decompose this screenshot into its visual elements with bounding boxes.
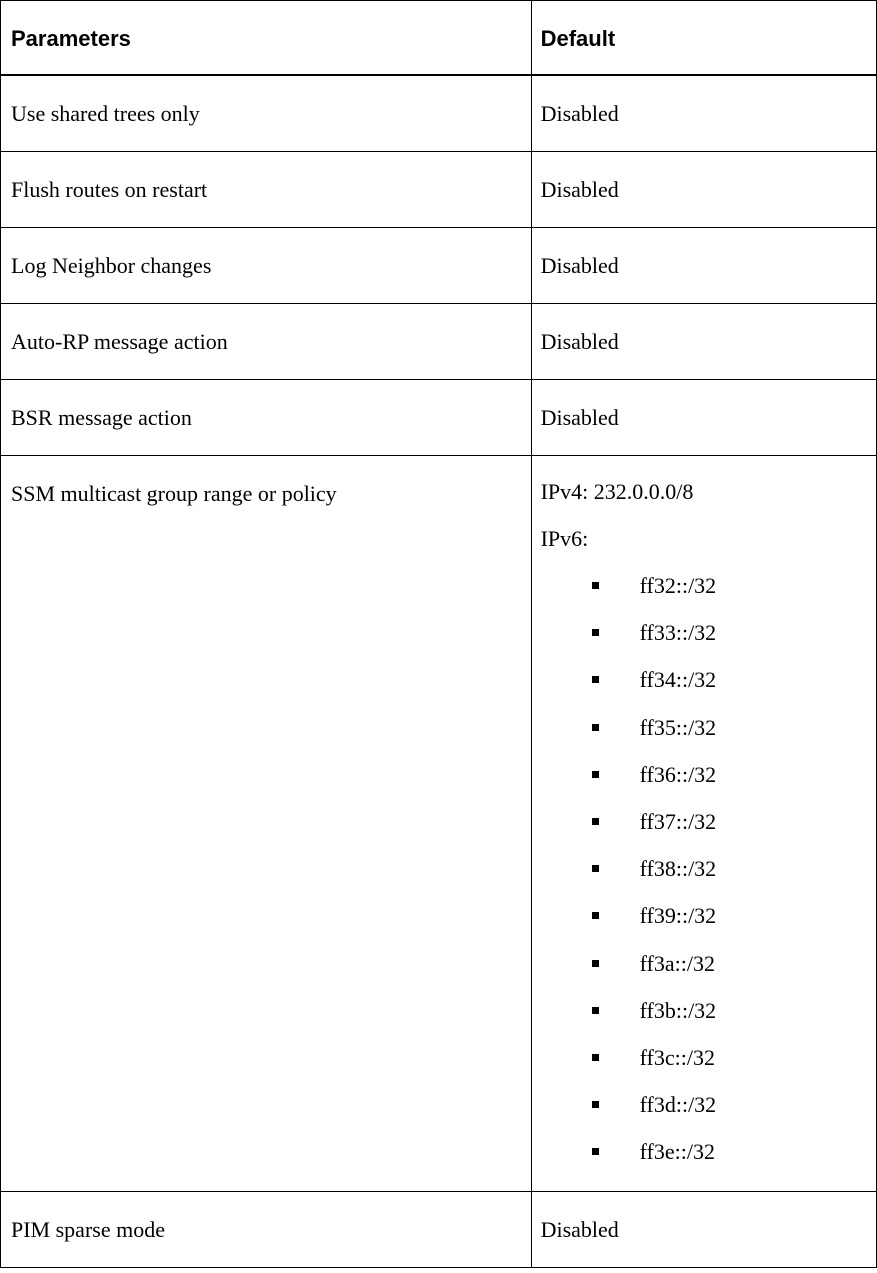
table-row	[1, 456, 877, 1192]
ipv6-range-list	[532, 575, 876, 1188]
parameter-cell: BSR message action	[1, 380, 532, 456]
parameter-cell: Auto-RP message action	[1, 304, 532, 380]
table-row	[1, 152, 877, 228]
parameter-cell: SSM multicast group range or policy	[1, 456, 532, 1192]
table-row	[1, 228, 877, 304]
ipv6-range: ff37::/32	[639, 808, 717, 834]
ipv6-range: ff39::/32	[639, 903, 717, 929]
header-parameters: Parameters	[1, 1, 532, 76]
bullet-square-icon	[592, 724, 599, 731]
default-cell	[531, 456, 876, 1192]
bullet-square-icon	[592, 865, 599, 872]
default-cell: Disabled	[531, 228, 876, 304]
ipv6-range: ff33::/32	[639, 620, 717, 646]
bullet-square-icon	[592, 912, 599, 919]
list-item	[532, 622, 876, 669]
table-row	[1, 304, 877, 380]
bullet-square-icon	[592, 629, 599, 636]
default-cell: Disabled	[531, 152, 876, 228]
ipv6-range: ff3c::/32	[639, 1044, 715, 1070]
list-item	[532, 858, 876, 905]
list-item	[532, 950, 876, 1000]
ipv6-range: ff32::/32	[639, 573, 717, 598]
list-item	[532, 905, 876, 952]
table-row	[1, 1192, 877, 1268]
default-cell: Disabled	[531, 1192, 876, 1268]
bullet-square-icon	[592, 1054, 599, 1061]
ipv6-range: ff38::/32	[639, 856, 717, 882]
parameter-cell: Use shared trees only	[1, 75, 532, 152]
ipv6-range: ff3e::/32	[639, 1139, 715, 1165]
bullet-square-icon	[592, 1101, 599, 1108]
list-item	[532, 1094, 876, 1141]
default-cell: Disabled	[531, 304, 876, 380]
bullet-square-icon	[592, 960, 599, 967]
list-item	[532, 1044, 876, 1094]
default-cell: Disabled	[531, 380, 876, 456]
list-item	[532, 808, 876, 858]
parameter-cell: PIM sparse mode	[1, 1192, 532, 1268]
table-row	[1, 75, 877, 152]
ipv6-range: ff36::/32	[639, 761, 717, 787]
list-item	[532, 714, 876, 764]
list-item	[532, 669, 876, 716]
ipv6-range: ff3a::/32	[639, 950, 715, 976]
ipv6-range: ff3d::/32	[639, 1092, 717, 1118]
list-item	[532, 575, 876, 622]
bullet-square-icon	[592, 771, 599, 778]
table-header-row	[1, 1, 877, 76]
table-row	[1, 380, 877, 456]
parameter-cell: Log Neighbor changes	[1, 228, 532, 304]
header-default: Default	[531, 1, 876, 76]
bullet-square-icon	[592, 818, 599, 825]
ipv6-label: IPv6:	[540, 526, 589, 551]
bullet-square-icon	[592, 1148, 599, 1155]
ipv6-range: ff35::/32	[639, 714, 717, 740]
list-item	[532, 997, 876, 1047]
ipv4-default: IPv4: 232.0.0.0/8	[540, 479, 694, 504]
bullet-square-icon	[592, 1007, 599, 1014]
bullet-square-icon	[592, 676, 599, 683]
list-item	[532, 1141, 876, 1188]
list-item	[532, 761, 876, 811]
ipv6-range: ff34::/32	[639, 667, 717, 693]
parameter-cell: Flush routes on restart	[1, 152, 532, 228]
ipv6-range: ff3b::/32	[639, 997, 717, 1023]
bullet-square-icon	[592, 582, 599, 589]
default-cell: Disabled	[531, 75, 876, 152]
